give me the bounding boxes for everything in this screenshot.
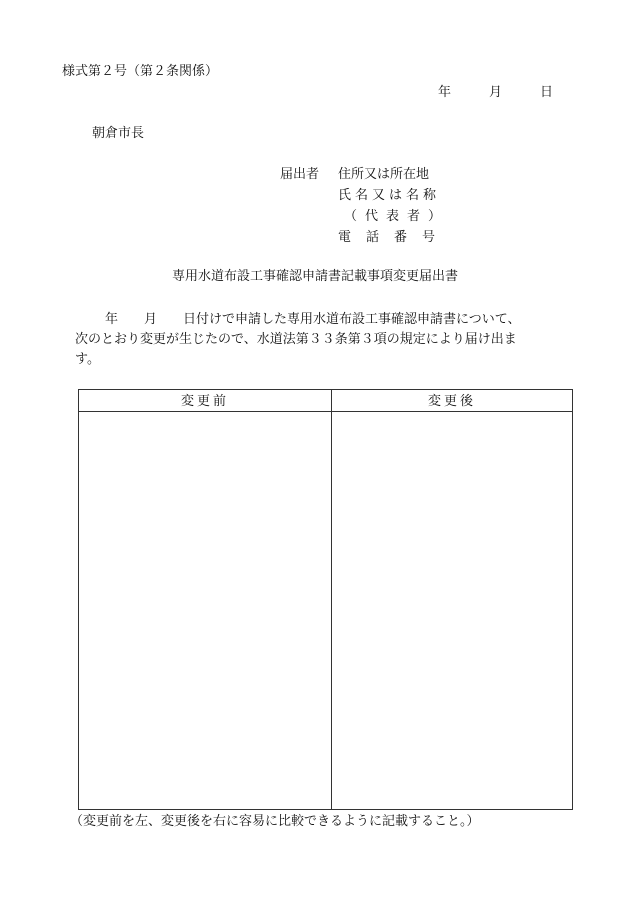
document-title: 専用水道布設工事確認申請書記載事項変更届出書 — [171, 269, 458, 284]
notifier-label: 届出者 — [280, 167, 320, 182]
date-year: 年 — [438, 85, 452, 100]
body-line-3: す。 — [75, 352, 100, 367]
date-line — [438, 86, 553, 99]
addressee: 朝倉市長 — [92, 126, 145, 141]
form-number: 様式第２号（第２条関係） — [62, 64, 219, 79]
cell-after[interactable] — [332, 412, 572, 809]
notifier-address: 住所又は所在地 — [338, 167, 430, 182]
notifier-phone: 電話番号 — [338, 230, 451, 245]
body-paragraph — [75, 310, 575, 370]
body-line-2: 次のとおり変更が生じたので、水道法第３３条第３項の規定により届け出ま — [75, 332, 517, 347]
date-month: 月 — [489, 85, 503, 100]
header-after: 変更後 — [427, 394, 476, 409]
notifier-representative: （代表者） — [344, 209, 450, 224]
change-table — [78, 389, 573, 810]
cell-before[interactable] — [79, 412, 331, 809]
header-before: 変更前 — [180, 394, 229, 409]
date-day: 日 — [540, 85, 554, 100]
footnote: （変更前を左、変更後を右に容易に比較できるように記載すること。） — [70, 814, 480, 829]
body-line-1: 年 月 日付けで申請した専用水道布設工事確認申請書について、 — [105, 312, 521, 327]
notifier-name: 氏名又は名称 — [338, 188, 441, 203]
